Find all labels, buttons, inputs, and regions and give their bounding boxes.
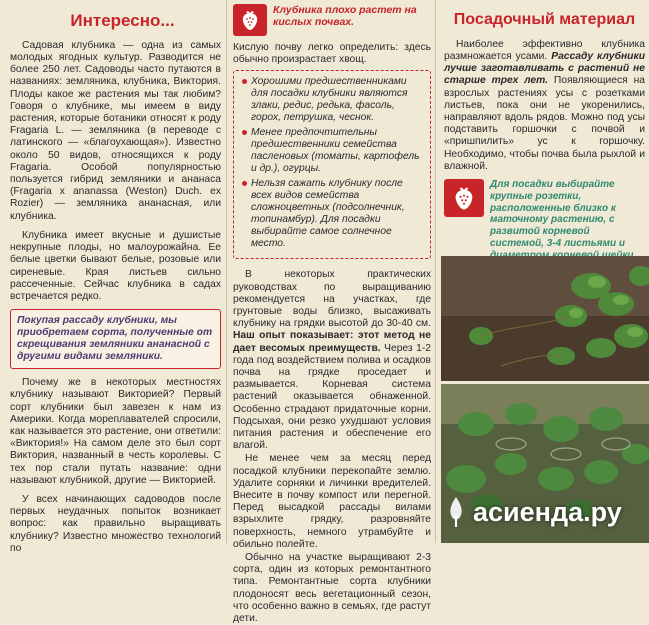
callout-box — [10, 309, 221, 369]
heading-interesting: Интересно... — [70, 11, 175, 30]
paragraph: Не менее чем за месяц перед посадкой клубники перекопайте землю. Удалите сорняки и личинки вредителей. Внесите в почву компост или перегной. Перед высадкой рассады вилами взрыхлите грядку, разровняйте поверхность, немного утрамбуйте и обильно полейте. — [233, 453, 431, 550]
column-soil — [226, 0, 435, 625]
paragraph: Обычно на участке выращивают 2-3 сорта, один из которых ремонтантного типа. Ремонтантные сорта клубники плодоносят весь вегетационный сезон, что особенно важно в семьях, где растут дети. — [233, 552, 431, 625]
text-run: В некоторых практических руководствах по выращиванию рекомендуется на участках, где грунтовые воды близко, высаживать клубнику на грядки высотой до 30-40 см. — [233, 269, 431, 330]
bullet-item: Нельзя сажать клубнику после всех видов семейства сложноцветных (подсолнечник, топинамбур). Для посадки выбирайте самое солнечное место. — [242, 178, 424, 250]
paragraph: Садовая клубника — одна из самых молодых ягодных культур. Разводится не более 250 лет. Садоводы часто путаются в названиях: земляника, клубника, Виктория. Плоды какое же растения мы так любим? Говоря о клубнике, мы имеем в виду растения, которые ботаники относят к роду Fragaria L. — земляника (в переводе с латинского — «благоухающая»). Известно около 50 видов, относящихся к роду Fragaria. Особой популярностью пользуется гибрид земляники и ананаса (Fragaria x ananassa (Weston) Duch. ex Rozier) — земляника ананасная, или клубника. — [10, 39, 221, 222]
column-interesting — [0, 0, 226, 554]
paragraph: Клубника имеет вкусные и душистые некрупные плоды, но малоурожайна. Ее белые цветки бывают белые, розовые или сиреневые. Края листьев сильно рассеченные. Сейчас клубника в садах встречается редко. — [10, 229, 221, 302]
text-run: Наиболее эффективно клубника размножается усами. — [444, 38, 645, 62]
text-run-bold: Наш опыт показывает: этот метод не дает весомых преимуществ. — [233, 330, 431, 354]
text-run: Появляющиеся на взрослых растениях усы с розетками листьев, пока они не укоренились, направляют вдоль рядов. Можно под усы подставить горшочки с почвой и «пришпилить» ус к горшочку. Необходимо, чтобы почва была рыхлой и влажной. — [444, 75, 645, 172]
paragraph: Почему же в некоторых местностях клубнику называют Викторией? Первый сорт клубники был завезен к нам из Америки. Когда мореплавателей спросили, как называется это растение, они ответили: «Виктория!» На самом деле это был сорт Виктория, названный в честь королевы. С тех пор стали путать название: одни называют клубникой, другие — Викторией. — [10, 377, 221, 486]
text-run: Через 1-2 года под воздействием полива и осадков почва на грядке проседает и размывается. Корневая система растений оказывается обнаженной. Особенно страдают придаточные корни. Подсыхая, они резко ухудшают условия питания растения и обеспечение его влагой. — [233, 342, 431, 452]
soil-note — [233, 4, 431, 36]
paragraph — [444, 39, 645, 173]
watermark-text: асиенда.ру — [473, 496, 622, 527]
text-run-bold: Рассаду клубники лучше заготавливать с растений не старше трех лет. — [444, 51, 645, 87]
predecessors-box — [233, 70, 431, 259]
paragraph — [233, 269, 431, 452]
strawberry-icon — [444, 179, 484, 217]
paragraph: Кислую почву легко определить: здесь обычно произрастает хвощ. — [233, 42, 431, 66]
callout-text: Покупая рассаду клубники, мы приобретаем сорта, полученные от скрещивания земляники ананасной с другими видами земляники. — [17, 315, 213, 363]
site-watermark — [445, 492, 647, 532]
bullet-item: Хорошими предшественниками для посадки клубники являются злаки, редис, редька, фасоль, горох, петрушка, чеснок. — [242, 76, 424, 124]
seedling-tip-text: Для посадки выбирайте крупные розетки, расположенные близко к маточному растению, с развитой корневой системой, 3-4 листьями и — [490, 179, 625, 250]
strawberry-plants-photo — [441, 256, 649, 381]
strawberry-icon — [233, 4, 267, 36]
paragraph: У всех начинающих садоводов после первых неудачных попыток возникает вопрос: как правильно выращивать клубнику? Известно множество технологий по — [10, 493, 221, 554]
soil-note-title: Клубника плохо растет на кислых почвах. — [273, 4, 417, 28]
heading-planting-material: Посадочный материал — [453, 11, 636, 28]
bullet-item: Менее предпочтительны предшественники семейства пасленовых (томаты, картофель и др.), огурцы. — [242, 127, 424, 175]
